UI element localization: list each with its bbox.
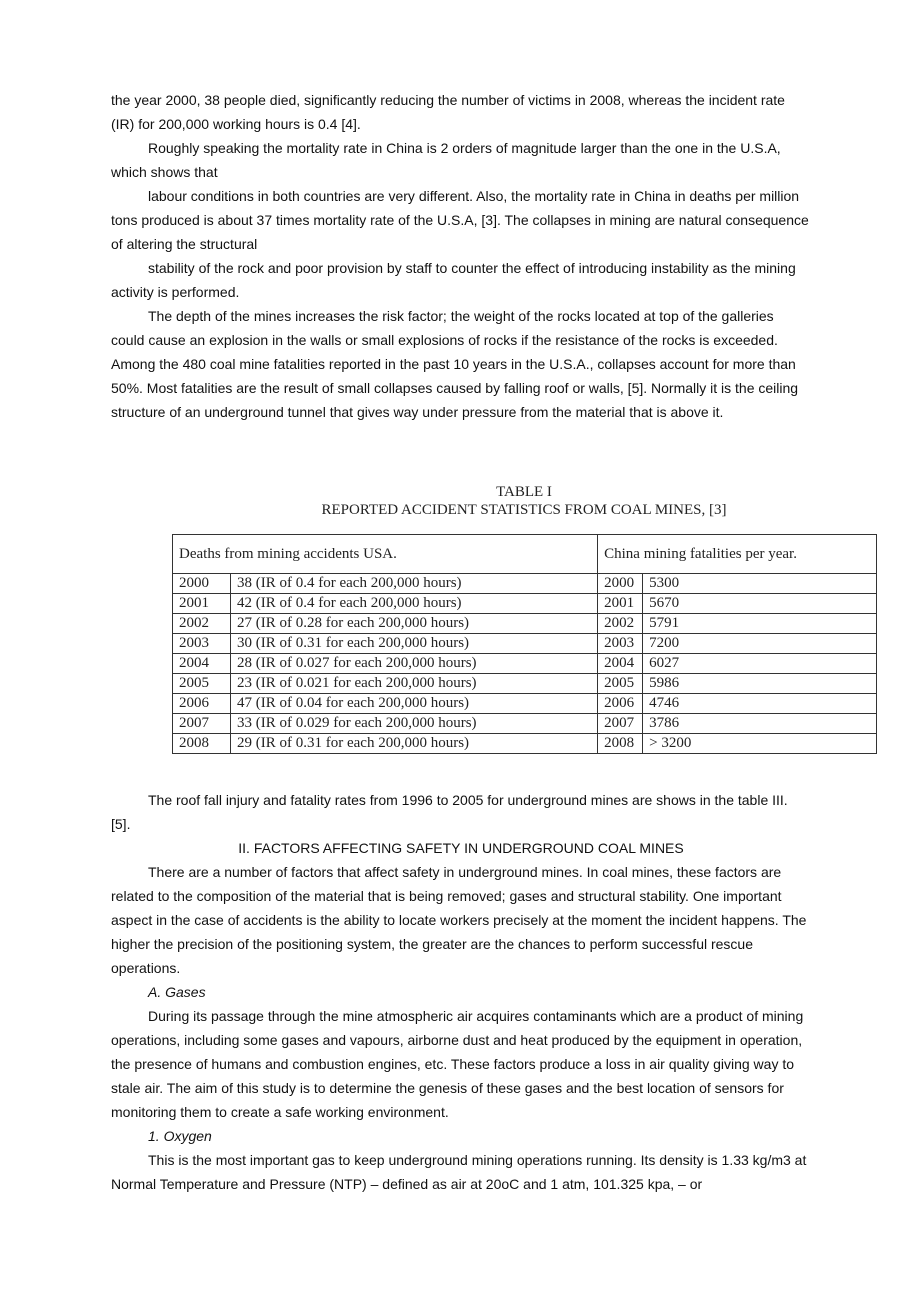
china-year-cell: 2001 (598, 594, 643, 614)
usa-value-cell: 38 (IR of 0.4 for each 200,000 hours) (231, 574, 598, 594)
paragraph: labour conditions in both countries are very different. Also, the mortality rate in China in deaths per million tons produced is about 37 times mortality rate of the U.S.A, [3]. The collapses in mining are natural consequence of altering the structural (111, 188, 809, 252)
top-text-block (111, 88, 811, 424)
usa-column-header: Deaths from mining accidents USA. (173, 535, 598, 574)
usa-year-cell: 2007 (173, 714, 231, 734)
table-row (173, 734, 877, 754)
paragraph: During its passage through the mine atmospheric air acquires contaminants which are a product of mining operations, including some gases and vapours, airborne dust and heat produced by the equipment in operation, the presence of humans and combustion engines, etc. These factors produce a loss in air quality giving way to stale air. The aim of this study is to determine the genesis of these gases and the best location of sensors for monitoring them to create a safe working environment. (111, 1008, 804, 1120)
china-value-cell: 5670 (643, 594, 877, 614)
section-heading: II. FACTORS AFFECTING SAFETY IN UNDERGROUND COAL MINES (238, 840, 684, 856)
table-caption (172, 483, 876, 519)
usa-year-cell: 2006 (173, 694, 231, 714)
table-header-row (173, 535, 877, 574)
china-value-cell: 5791 (643, 614, 877, 634)
table-title: REPORTED ACCIDENT STATISTICS FROM COAL MINES, [3] (321, 502, 727, 518)
usa-year-cell: 2001 (173, 594, 231, 614)
paragraph: the year 2000, 38 people died, significantly reducing the number of victims in 2008, whereas the incident rate (IR) for 200,000 working hours is 0.4 [4]. (111, 92, 785, 132)
paragraph: Roughly speaking the mortality rate in China is 2 orders of magnitude larger than the one in the U.S.A, which shows that (111, 140, 781, 180)
usa-value-cell: 29 (IR of 0.31 for each 200,000 hours) (231, 734, 598, 754)
usa-year-cell: 2000 (173, 574, 231, 594)
table-row (173, 614, 877, 634)
table-row (173, 574, 877, 594)
usa-value-cell: 30 (IR of 0.31 for each 200,000 hours) (231, 634, 598, 654)
table-row (173, 694, 877, 714)
table-row (173, 654, 877, 674)
subsection-heading: A. Gases (148, 984, 206, 1000)
china-year-cell: 2003 (598, 634, 643, 654)
china-year-cell: 2007 (598, 714, 643, 734)
china-column-header: China mining fatalities per year. (598, 535, 877, 574)
subsubsection-heading: 1. Oxygen (148, 1128, 212, 1144)
table-row (173, 594, 877, 614)
china-value-cell: 6027 (643, 654, 877, 674)
usa-value-cell: 23 (IR of 0.021 for each 200,000 hours) (231, 674, 598, 694)
table-row (173, 634, 877, 654)
usa-value-cell: 28 (IR of 0.027 for each 200,000 hours) (231, 654, 598, 674)
usa-year-cell: 2004 (173, 654, 231, 674)
bottom-text-block (111, 788, 811, 1196)
usa-value-cell: 47 (IR of 0.04 for each 200,000 hours) (231, 694, 598, 714)
table-label: TABLE I (496, 484, 552, 500)
china-year-cell: 2005 (598, 674, 643, 694)
table-row (173, 714, 877, 734)
usa-value-cell: 42 (IR of 0.4 for each 200,000 hours) (231, 594, 598, 614)
paragraph: stability of the rock and poor provision by staff to counter the effect of introducing instability as the mining activity is performed. (111, 260, 796, 300)
table-row (173, 674, 877, 694)
paragraph: There are a number of factors that affect safety in underground mines. In coal mines, these factors are related to the composition of the material that is being removed; gases and structural stability. One important aspect in the case of accidents is the ability to locate workers precisely at the moment the incident happens. The higher the precision of the positioning system, the greater are the chances to perform successful rescue operations. (111, 864, 807, 976)
china-value-cell: 5986 (643, 674, 877, 694)
china-value-cell: 4746 (643, 694, 877, 714)
usa-year-cell: 2005 (173, 674, 231, 694)
china-value-cell: 7200 (643, 634, 877, 654)
china-value-cell: 5300 (643, 574, 877, 594)
china-year-cell: 2004 (598, 654, 643, 674)
paragraph: The roof fall injury and fatality rates from 1996 to 2005 for underground mines are shows in the table III. [5]. (111, 792, 788, 832)
paragraph: The depth of the mines increases the risk factor; the weight of the rocks located at top of the galleries could cause an explosion in the walls or small explosions of rocks if the resistance of the rocks is exceeded. Among the 480 coal mine fatalities reported in the past 10 years in the U.S.A., collapses account for more than 50%. Most fatalities are the result of small collapses caused by falling roof or walls, [5]. Normally it is the ceiling structure of an underground tunnel that gives way under pressure from the material that is above it. (111, 308, 799, 420)
usa-value-cell: 33 (IR of 0.029 for each 200,000 hours) (231, 714, 598, 734)
usa-year-cell: 2008 (173, 734, 231, 754)
china-year-cell: 2000 (598, 574, 643, 594)
china-year-cell: 2008 (598, 734, 643, 754)
usa-year-cell: 2003 (173, 634, 231, 654)
china-year-cell: 2006 (598, 694, 643, 714)
china-year-cell: 2002 (598, 614, 643, 634)
accident-statistics-table (172, 534, 877, 754)
usa-year-cell: 2002 (173, 614, 231, 634)
usa-value-cell: 27 (IR of 0.28 for each 200,000 hours) (231, 614, 598, 634)
paragraph: This is the most important gas to keep underground mining operations running. Its density is 1.33 kg/m3 at Normal Temperature and Pressure (NTP) – defined as air at 20oC and 1 atm, 101.325 kpa, – or (111, 1152, 807, 1192)
china-value-cell: 3786 (643, 714, 877, 734)
china-value-cell: > 3200 (643, 734, 877, 754)
